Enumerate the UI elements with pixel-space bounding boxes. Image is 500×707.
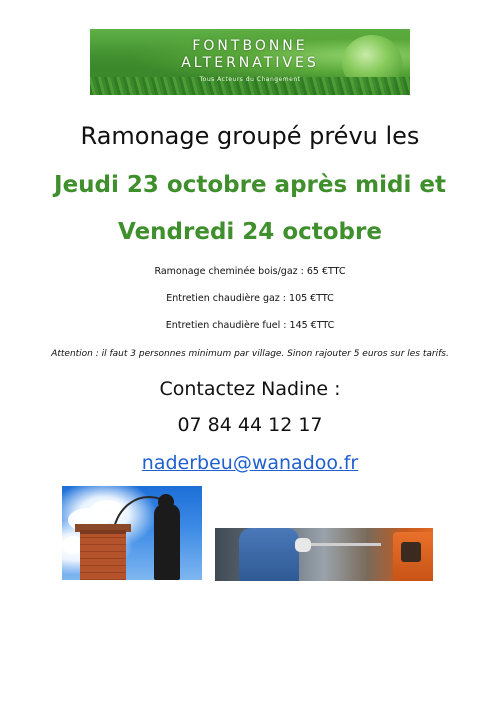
- technician-figure: [239, 528, 299, 581]
- chimney-sweep-figure: [154, 504, 180, 580]
- boiler-service-photo: [215, 528, 433, 581]
- boiler-opening: [401, 542, 421, 562]
- headline-date-1: Jeudi 23 octobre après midi et: [54, 172, 446, 198]
- attention-note: Attention : il faut 3 personnes minimum par village. Sinon rajouter 5 euros sur les tarifs.: [51, 349, 449, 359]
- chimney-sweep-photo: [62, 486, 202, 580]
- logo-tagline: Tous Acteurs du Changement: [199, 76, 301, 83]
- tarif-ramonage: Ramonage cheminée bois/gaz : 65 €TTC: [154, 266, 346, 277]
- headline-date-2: Vendredi 24 octobre: [118, 219, 382, 245]
- tarif-chaudiere-fuel: Entretien chaudière fuel : 145 €TTC: [165, 320, 335, 331]
- contact-label: Contactez Nadine :: [159, 378, 341, 400]
- fontbonne-logo: [90, 29, 410, 95]
- logo-title-line1: FONTBONNE: [192, 38, 308, 54]
- contact-phone: 07 84 44 12 17: [177, 414, 323, 436]
- brick-chimney: [80, 530, 126, 580]
- logo-title-line2: ALTERNATIVES: [181, 55, 319, 71]
- contact-email-link[interactable]: naderbeu@wanadoo.fr: [141, 452, 359, 474]
- cleaning-tool: [311, 543, 381, 546]
- headline-intro: Ramonage groupé prévu les: [80, 122, 420, 150]
- tarif-chaudiere-gaz: Entretien chaudière gaz : 105 €TTC: [166, 293, 334, 304]
- technician-glove: [295, 538, 311, 552]
